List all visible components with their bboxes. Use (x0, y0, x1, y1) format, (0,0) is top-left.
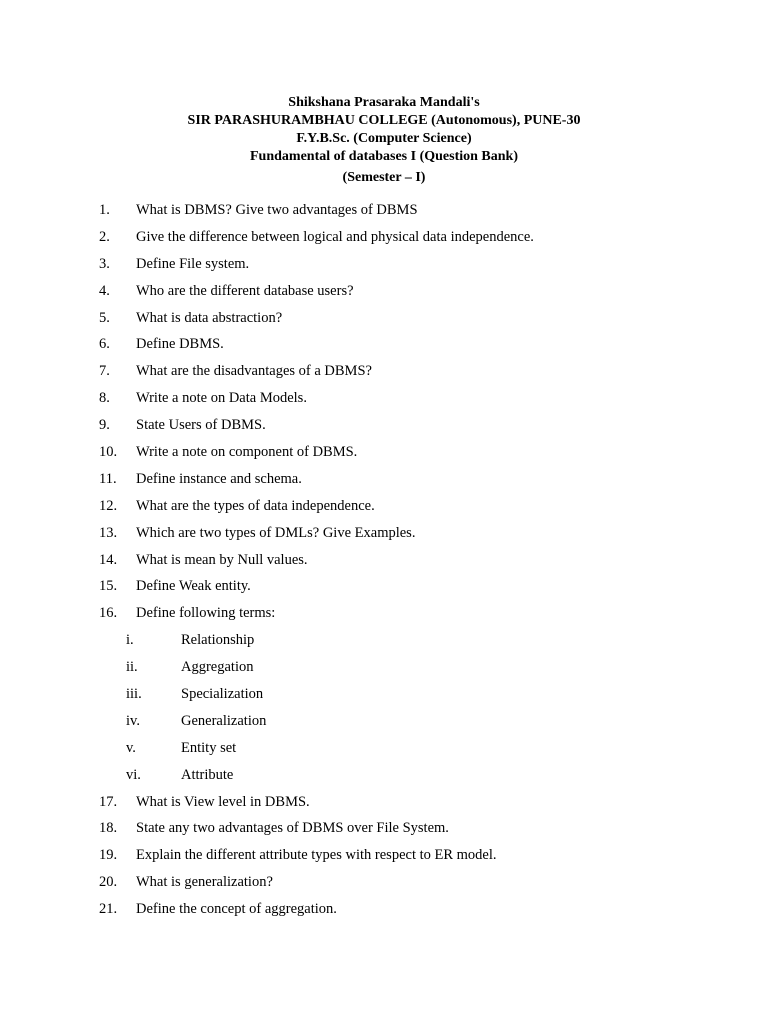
question-number: 4. (99, 282, 110, 299)
society-name: Shikshana Prasaraka Mandali's (288, 95, 480, 110)
sub-question-text: Aggregation (181, 659, 254, 676)
sub-question-text: Attribute (181, 766, 234, 783)
question-text: Define the concept of aggregation. (136, 901, 337, 918)
question-text: Write a note on Data Models. (136, 390, 307, 407)
question-item (0, 602, 768, 629)
question-text: Define instance and schema. (136, 470, 302, 487)
sub-question-item (0, 764, 768, 791)
question-item (0, 360, 768, 387)
question-number: 11. (99, 470, 117, 487)
question-item (0, 226, 768, 253)
sub-question-item (0, 710, 768, 737)
question-text: What are the disadvantages of a DBMS? (136, 363, 372, 380)
question-text: Define Weak entity. (136, 578, 251, 595)
question-number: 13. (99, 524, 118, 541)
question-item (0, 253, 768, 280)
question-number: 17. (99, 793, 118, 810)
question-number: 14. (99, 551, 118, 568)
question-text: What are the types of data independence. (136, 497, 375, 514)
question-number: 12. (99, 497, 118, 514)
question-number: 15. (99, 578, 118, 595)
semester-label: (Semester – I) (342, 170, 426, 185)
question-number: 9. (99, 417, 110, 434)
sub-question-item (0, 737, 768, 764)
question-number: 8. (99, 390, 110, 407)
sub-question-number: vi. (126, 766, 141, 783)
question-item (0, 441, 768, 468)
question-item (0, 199, 768, 226)
document-header (0, 94, 768, 187)
sub-question-number: v. (126, 739, 136, 756)
question-number: 20. (99, 874, 118, 891)
question-number: 5. (99, 309, 110, 326)
sub-question-text: Entity set (181, 739, 237, 756)
question-number: 10. (99, 444, 118, 461)
question-number: 21. (99, 901, 118, 918)
sub-question-text: Relationship (181, 632, 255, 649)
question-number: 19. (99, 847, 118, 864)
question-number: 3. (99, 255, 110, 272)
sub-question-text: Generalization (181, 712, 267, 729)
question-item (0, 898, 768, 925)
sub-question-text: Specialization (181, 686, 264, 703)
question-item (0, 387, 768, 414)
sub-question-number: ii. (126, 659, 138, 676)
sub-question-number: i. (126, 632, 134, 649)
question-item (0, 522, 768, 549)
question-text: Give the difference between logical and physical data independence. (136, 228, 534, 245)
college-name: SIR PARASHURAMBHAU COLLEGE (Autonomous), PUNE-30 (187, 113, 581, 128)
question-item (0, 280, 768, 307)
question-item (0, 844, 768, 871)
sub-question-number: iii. (126, 686, 142, 703)
question-item (0, 575, 768, 602)
question-item (0, 549, 768, 576)
question-text: What is mean by Null values. (136, 551, 308, 568)
question-text: State any two advantages of DBMS over File System. (136, 820, 449, 837)
class-name: F.Y.B.Sc. (Computer Science) (296, 131, 472, 146)
question-item (0, 468, 768, 495)
subject-title: Fundamental of databases I (Question Bank) (250, 149, 518, 164)
question-text: What is data abstraction? (136, 309, 283, 326)
question-text: Define DBMS. (136, 336, 224, 353)
question-number: 6. (99, 336, 110, 353)
question-text: Define File system. (136, 255, 250, 272)
question-text: What is generalization? (136, 874, 273, 891)
question-item (0, 414, 768, 441)
sub-question-item (0, 629, 768, 656)
question-text: State Users of DBMS. (136, 417, 266, 434)
question-number: 1. (99, 202, 110, 218)
question-item (0, 817, 768, 844)
sub-question-item (0, 683, 768, 710)
question-item (0, 495, 768, 522)
question-number: 16. (99, 605, 118, 622)
question-text: Explain the different attribute types with respect to ER model. (136, 847, 497, 864)
question-number: 2. (99, 228, 110, 245)
question-item (0, 333, 768, 360)
question-number: 18. (99, 820, 118, 837)
question-item (0, 871, 768, 898)
question-number: 7. (99, 363, 110, 380)
question-text: What is View level in DBMS. (136, 793, 310, 810)
question-text: Who are the different database users? (136, 282, 354, 299)
question-item (0, 307, 768, 334)
question-text: What is DBMS? Give two advantages of DBMS (136, 202, 418, 218)
question-list (0, 199, 768, 925)
question-text: Which are two types of DMLs? Give Examples. (136, 524, 416, 541)
question-text: Define following terms: (136, 605, 276, 622)
question-item (0, 791, 768, 818)
sub-question-number: iv. (126, 712, 140, 729)
sub-question-item (0, 656, 768, 683)
question-text: Write a note on component of DBMS. (136, 444, 358, 461)
